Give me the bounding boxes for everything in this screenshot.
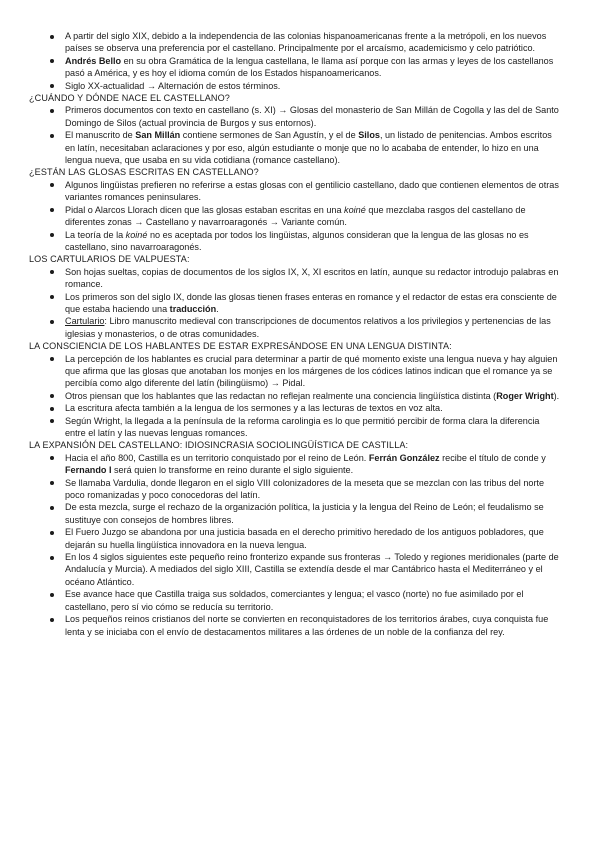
list-item <box>29 129 562 166</box>
list-item <box>29 353 562 390</box>
text-run: A partir del siglo XIX, debido a la independencia de las colonias hispanoamericanas frente a la metrópoli, en los nuevos países se observa una preferencia por el castellano. Principalmente por el arcaísmo, academicismo y celo patriótico. <box>65 31 547 54</box>
text-run: Hacia el año 800, Castilla es un territorio conquistado por el reino de León. <box>65 452 369 463</box>
text-run: La percepción de los hablantes es crucial para determinar a partir de qué momento existe una lengua nueva y hay alguien que afirma que las glosas que anotaban los monjes en los márgenes de los códices latinos indican que el romance ya se percibía como algo diferente del latín (bilingüismo) → Pidal. <box>65 353 558 389</box>
list-item <box>29 613 562 638</box>
list-item <box>29 402 562 414</box>
text-run: Se llamaba Vardulia, donde llegaron en el siglo VIII colonizadores de la meseta que se mezclan con las tribus del norte poco romanizadas y poco conocedoras del latín. <box>65 477 545 501</box>
list-item <box>29 179 562 204</box>
text-run: El manuscrito de <box>65 130 136 141</box>
text-run: De esta mezcla, surge el rechazo de la organización política, la justicia y la lengua del Reino de León; el feudalismo se sustituye con consejos de hombres libres. <box>65 502 544 525</box>
list-item <box>29 477 562 502</box>
list-item <box>29 204 562 229</box>
text-run: Primeros documentos con texto en castellano (s. XI) → Glosas del monasterio de San Millán de Cogolla y las del de Santo Domingo de Silos (actual provincia de Burgos y sus entornos). <box>65 105 559 128</box>
text-run: Pidal o Alarcos Llorach dicen que las glosas estaban escritas en una <box>65 204 345 215</box>
text-run: Según Wright, la llegada a la península de la reforma carolingia es lo que permitió percibir de forma clara la diferencia entre el latín y las nuevas lenguas romances. <box>65 415 540 438</box>
text-run: recibe el título de conde y <box>439 452 546 463</box>
bold-text: traducción <box>169 303 217 314</box>
section-heading: ¿CUÁNDO Y DÓNDE NACE EL CASTELLANO? <box>29 93 230 104</box>
list-item <box>29 501 562 526</box>
text-run: En los 4 siglos siguientes este pequeño reino fronterizo expande sus fronteras → Toledo y regiones meridionales (parte de Andalucía y Murcia). A mediados del siglo XIII, Castilla se extendía desde el mar Cantábrico hasta el Mediterráneo y el océano Atlántico. <box>65 552 559 587</box>
bold-text: San Millán <box>135 130 181 141</box>
text-run: , un listado de penitencias. Ambos escritos en latín, necesitaban aclaraciones y por eso, algún estudiante o monje que no lo acababa de entender, lo hizo en una lengua nueva, que usaba en su vida cotidiana (romance castellano). <box>65 130 552 166</box>
text-run: La teoría de la <box>65 229 126 240</box>
bold-text: Andrés Bello <box>65 55 122 66</box>
text-run: ). <box>553 390 560 401</box>
text-run: Los primeros son del siglo IX, donde las glosas tienen frases enteras en romance y el redactor de estas era consciente de que estaba haciendo una <box>65 291 557 314</box>
text-run: El Fuero Juzgo se abandona por una justicia basada en el derecho primitivo heredado de los antiguos pobladores, que dejarán su huella lingüística innovadora en la nueva lengua. <box>65 527 544 550</box>
text-run: será quien lo transforme en reino durante el siglo siguiente. <box>111 465 354 476</box>
text-run: Son hojas sueltas, copias de documentos de los siglos IX, X, XI escritos en latín, aunque su redactor introdujo palabras en romance. <box>65 266 559 290</box>
list-item <box>29 55 562 80</box>
list-item <box>29 315 562 340</box>
text-run: contiene sermones de San Agustín, y el de <box>180 130 359 141</box>
italic-text: koiné <box>125 229 148 240</box>
list-item <box>29 551 562 588</box>
text-run: La escritura afecta también a la lengua de los sermones y a las lecturas de textos en voz alta. <box>65 403 443 414</box>
list-item <box>29 526 562 551</box>
text-run: no es aceptada por todos los lingüistas, algunos consideran que la lengua de las glosas no es castellano, sino navarroaragonés. <box>65 229 529 252</box>
section-heading: LA EXPANSIÓN DEL CASTELLANO: IDIOSINCRASIA SOCIOLINGÜÍSTICA DE CASTILLA: <box>29 440 409 451</box>
section-heading: ¿ESTÁN LAS GLOSAS ESCRITAS EN CASTELLANO? <box>29 167 259 178</box>
list-item <box>29 266 562 291</box>
section-heading: LA CONSCIENCIA DE LOS HABLANTES DE ESTAR EXPRESÁNDOSE EN UNA LENGUA DISTINTA: <box>29 341 452 352</box>
text-run: en su obra Gramática de la lengua castellana, le llama así porque con las armas y leyes de los castellanos pasó a América, y es hoy el idioma común de los Estados hispanoamericanos. <box>65 55 554 79</box>
bold-text: Roger Wright <box>496 390 554 401</box>
text-run: Los pequeños reinos cristianos del norte se convierten en reconquistadores de los territorios árabes, cuya conquista fue lenta y se iniciaba con el envío de destacamentos militares a las órdenes de un noble de la confianza del rey. <box>65 614 549 637</box>
bold-text: Silos <box>358 130 380 141</box>
list-item <box>29 104 562 129</box>
text-run: Algunos lingüistas prefieren no referirse a estas glosas con el gentilicio castellano, dado que contienen elementos de otras variantes romances peninsulares. <box>65 179 559 203</box>
section-heading: LOS CARTULARIOS DE VALPUESTA: <box>29 254 190 265</box>
list-item <box>29 229 562 254</box>
bullet-list <box>29 353 562 440</box>
italic-text: koiné <box>344 204 366 215</box>
list-item <box>29 291 562 316</box>
bullet-list <box>29 179 562 253</box>
list-item <box>29 390 562 402</box>
text-run: Siglo XX-actualidad → Alternación de estos términos. <box>65 80 281 91</box>
text-run: Ese avance hace que Castilla traiga sus soldados, comerciantes y lengua; el vasco (norte) no fue asimilado por el castellano, pero sí vio cómo se reducía su territorio. <box>65 589 524 612</box>
bullet-list <box>29 30 562 92</box>
underlined-term: Cartulario <box>65 316 105 327</box>
list-item <box>29 30 562 55</box>
text-run: que mezclaba rasgos del castellano de diferentes zonas → Castellano y navarroaragonés → Variante común. <box>65 204 526 228</box>
bold-text: Ferrán González <box>368 452 440 463</box>
list-item <box>29 415 562 440</box>
text-run: Otros piensan que los hablantes que las redactan no reflejan realmente una conciencia lingüística distinta ( <box>65 390 497 401</box>
text-run: . <box>216 303 219 314</box>
bullet-list <box>29 104 562 166</box>
list-item <box>29 588 562 613</box>
list-item <box>29 452 562 477</box>
bullet-list <box>29 266 562 340</box>
bullet-list <box>29 452 562 638</box>
list-item <box>29 80 562 92</box>
text-run: : Libro manuscrito medieval con transcripciones de documentos relativos a los privilegios y pertenencias de las iglesias y monasterios, o de otras comunidades. <box>65 316 551 339</box>
bold-text: Fernando I <box>65 465 112 476</box>
